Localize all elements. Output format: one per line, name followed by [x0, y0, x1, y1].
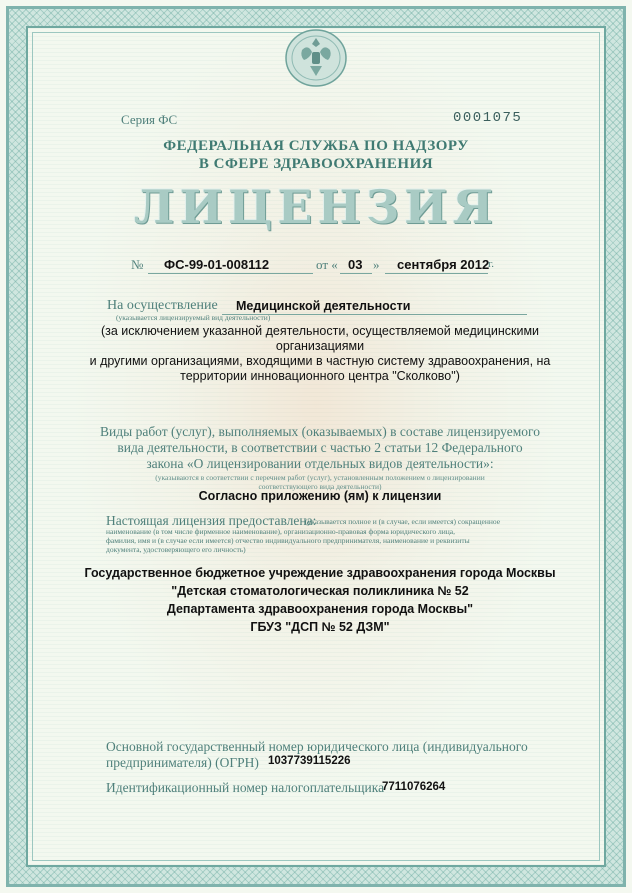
licensee-label: Настоящая лицензия предоставлена:	[106, 513, 317, 528]
inn-value: 7711076264	[382, 781, 446, 793]
works-value: Согласно приложению (ям) к лицензии	[198, 489, 442, 503]
works-line-1: Виды работ (услуг), выполняемых (оказываемых) в составе лицензируемого	[100, 424, 540, 439]
activity-note-line-1: (за исключением указанной деятельности, осуществляемой медицинскими организациями	[100, 324, 540, 353]
series-label: Серия ФС	[121, 112, 178, 127]
activity-note	[70, 324, 570, 384]
ogrn-label-line-1: Основной государственный номер юридического лица (индивидуального	[106, 739, 528, 754]
licensee-name-line-3: Департамента здравоохранения города Москвы"	[166, 602, 474, 616]
activity-note-line-2: и другими организациями, входящими в частную систему здравоохранения, на	[89, 354, 551, 368]
from-label: от «	[316, 257, 338, 272]
inn-label: Идентификационный номер налогоплательщика	[106, 780, 385, 795]
number-sign: №	[131, 257, 144, 272]
form-number: 0001075	[453, 110, 523, 126]
day-close-quote: »	[373, 257, 380, 272]
coat-of-arms-icon	[282, 24, 350, 90]
licensee-name-line-2: "Детская стоматологическая поликлиника № 52	[171, 584, 469, 598]
licensee-hint-4: документа, удостоверяющего его личность)	[106, 545, 246, 554]
activity-label: На осуществление	[107, 298, 218, 313]
license-number: ФС-99-01-008112	[164, 257, 270, 272]
document-title: ЛИЦЕНЗИЯ	[133, 180, 499, 234]
activity-value: Медицинской деятельности	[236, 299, 411, 313]
license-day: 03	[348, 257, 363, 272]
activity-hint: (указывается лицензируемый вид деятельности)	[116, 313, 271, 322]
agency-line-2: В СФЕРЕ ЗДРАВООХРАНЕНИЯ	[198, 156, 434, 172]
works-hint-line-2: соответствующего вида деятельности)	[258, 482, 382, 491]
works-line-3: закона «О лицензировании отдельных видов деятельности»:	[146, 456, 494, 471]
activity-note-line-3: территории инновационного центра "Сколково")	[180, 369, 460, 383]
works-heading	[70, 424, 570, 472]
works-hint-line-1: (указываются в соответствии с перечнем работ (услуг), установленным положением о лицензировании	[155, 473, 485, 482]
licensee-hint-1: (указывается полное и (в случае, если имеется) сокращенное	[305, 517, 501, 526]
licensee-name	[60, 564, 580, 636]
number-underline	[148, 273, 313, 274]
works-line-2: вида деятельности, в соответствии с частью 2 статьи 12 Федерального	[117, 440, 523, 455]
ogrn-value: 1037739115226	[268, 755, 351, 767]
licensee-hint-3: фамилия, имя и (в случае если имеется) отчество индивидуального предпринимателя, наименование и реквизиты	[106, 536, 470, 545]
licensee-hint-2: наименование (в том числе фирменное наименование), организационно-правовая форма юридического лица,	[106, 527, 455, 536]
licensee-name-line-1: Государственное бюджетное учреждение здравоохранения города Москвы	[84, 566, 556, 580]
ogrn-label-line-2: предпринимателя) (ОГРН)	[106, 755, 259, 770]
day-underline	[340, 273, 372, 274]
year-suffix: г.	[488, 258, 495, 270]
license-month-year: сентября 2012	[397, 257, 490, 272]
date-underline	[385, 273, 488, 274]
licensee-name-line-4: ГБУЗ "ДСП № 52 ДЗМ"	[250, 620, 390, 634]
agency-line-1: ФЕДЕРАЛЬНАЯ СЛУЖБА ПО НАДЗОРУ	[163, 138, 469, 154]
